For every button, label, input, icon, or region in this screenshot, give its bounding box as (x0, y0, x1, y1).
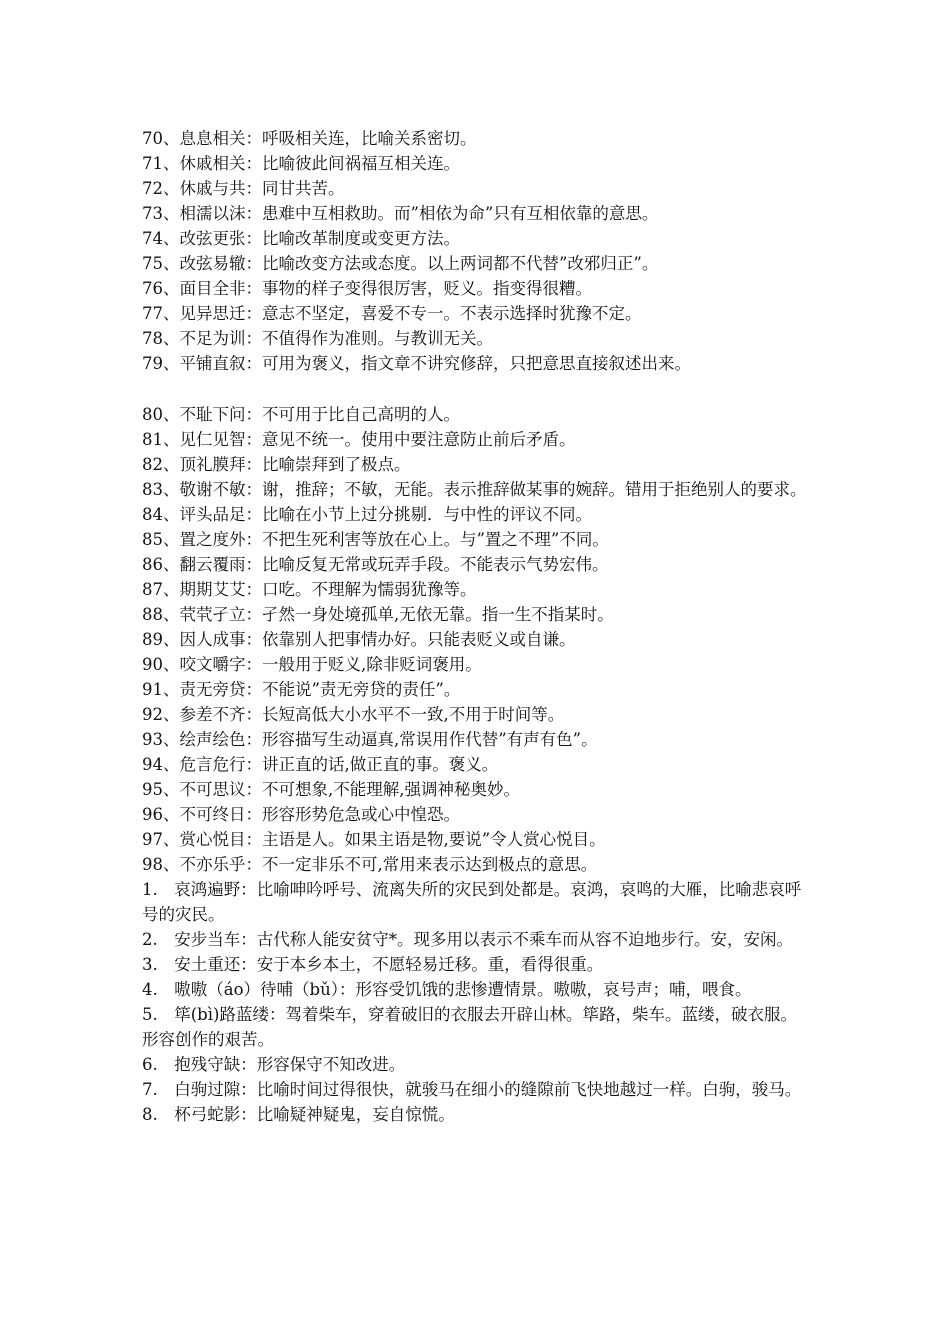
idiom-group-80-8 (142, 402, 812, 1127)
idiom-entry: 90、咬文嚼字：一般用于贬义,除非贬词褒用。 (142, 655, 482, 674)
idiom-group-70-79 (142, 126, 812, 376)
idiom-entry: 97、赏心悦目：主语是人。如果主语是物,要说”令人赏心悦目。 (142, 830, 606, 849)
idiom-entry: 92、参差不齐：长短高低大小水平不一致,不用于时间等。 (142, 705, 565, 724)
idiom-entry: 8. 杯弓蛇影：比喻疑神疑鬼，妄自惊慌。 (142, 1105, 455, 1124)
idiom-list (142, 126, 812, 1127)
paragraph-gap (142, 376, 812, 402)
idiom-entry: 4. 嗷嗷（áo）待哺（bǔ）：形容受饥饿的悲惨遭情景。嗷嗷，哀号声；哺，喂食。 (142, 980, 752, 999)
idiom-entry: 73、相濡以沫：患难中互相救助。而”相依为命”只有互相依靠的意思。 (142, 204, 659, 223)
idiom-entry: 91、责无旁贷：不能说”责无旁贷的责任”。 (142, 680, 461, 699)
idiom-entry: 83、敬谢不敏：谢，推辞；不敏，无能。表示推辞做某事的婉辞。错用于拒绝别人的要求。 (142, 480, 807, 499)
idiom-entry: 85、置之度外：不把生死利害等放在心上。与”置之不理”不同。 (142, 530, 609, 549)
idiom-entry: 7. 白驹过隙：比喻时间过得很快，就骏马在细小的缝隙前飞快地越过一样。白驹，骏马。 (142, 1080, 802, 1099)
idiom-entry: 77、见异思迁：意志不坚定，喜爱不专一。不表示选择时犹豫不定。 (142, 304, 642, 323)
idiom-entry: 76、面目全非：事物的样子变得很厉害，贬义。指变得很糟。 (142, 279, 592, 298)
idiom-entry: 82、顶礼膜拜：比喻崇拜到了极点。 (142, 455, 411, 474)
idiom-entry: 72、休戚与共：同甘共苦。 (142, 179, 345, 198)
idiom-entry: 94、危言危行：讲正直的话,做正直的事。褒义。 (142, 755, 499, 774)
idiom-entry: 74、改弦更张：比喻改革制度或变更方法。 (142, 229, 460, 248)
idiom-entry: 89、因人成事：依靠别人把事情办好。只能表贬义或自谦。 (142, 630, 576, 649)
idiom-entry: 80、不耻下问：不可用于比自己高明的人。 (142, 405, 460, 424)
idiom-entry: 1. 哀鸿遍野：比喻呻吟呼号、流离失所的灾民到处都是。哀鸿，哀鸣的大雁，比喻悲哀呼号的灾民。 (142, 880, 802, 924)
idiom-entry: 75、改弦易辙：比喻改变方法或态度。以上两词都不代替”改邪归正”。 (142, 254, 659, 273)
idiom-entry: 3. 安土重还：安于本乡本土，不愿轻易迁移。重，看得很重。 (142, 955, 604, 974)
idiom-entry: 71、休戚相关：比喻彼此间祸福互相关连。 (142, 154, 460, 173)
idiom-entry: 98、不亦乐乎：不一定非乐不可,常用来表示达到极点的意思。 (142, 855, 598, 874)
idiom-entry: 87、期期艾艾：口吃。不理解为懦弱犹豫等。 (142, 580, 477, 599)
idiom-entry: 5. 筚(bì)路蓝缕：驾着柴车，穿着破旧的衣服去开辟山林。筚路，柴车。蓝缕，破衣服。形容创作的艰苦。 (142, 1005, 797, 1049)
idiom-entry: 96、不可终日：形容形势危急或心中惶恐。 (142, 805, 460, 824)
idiom-entry: 88、茕茕孑立：孑然一身处境孤单,无依无靠。指一生不指某时。 (142, 605, 614, 624)
idiom-entry: 86、翻云覆雨：比喻反复无常或玩弄手段。不能表示气势宏伟。 (142, 555, 609, 574)
idiom-entry: 2. 安步当车：古代称人能安贫守*。现多用以表示不乘车而从容不迫地步行。安，安闲。 (142, 930, 793, 949)
idiom-entry: 84、评头品足：比喻在小节上过分挑剔．与中性的评议不同。 (142, 505, 592, 524)
idiom-entry: 78、不足为训：不值得作为准则。与教训无关。 (142, 329, 493, 348)
idiom-entry: 81、见仁见智：意见不统一。使用中要注意防止前后矛盾。 (142, 430, 576, 449)
idiom-entry: 79、平铺直叙：可用为褒义，指文章不讲究修辞，只把意思直接叙述出来。 (142, 354, 691, 373)
idiom-entry: 93、绘声绘色：形容描写生动逼真,常误用作代替”有声有色”。 (142, 730, 598, 749)
idiom-entry: 95、不可思议：不可想象,不能理解,强调神秘奥妙。 (142, 780, 520, 799)
idiom-entry: 70、息息相关：呼吸相关连，比喻关系密切。 (142, 129, 477, 148)
idiom-entry: 6. 抱残守缺：形容保守不知改进。 (142, 1055, 406, 1074)
